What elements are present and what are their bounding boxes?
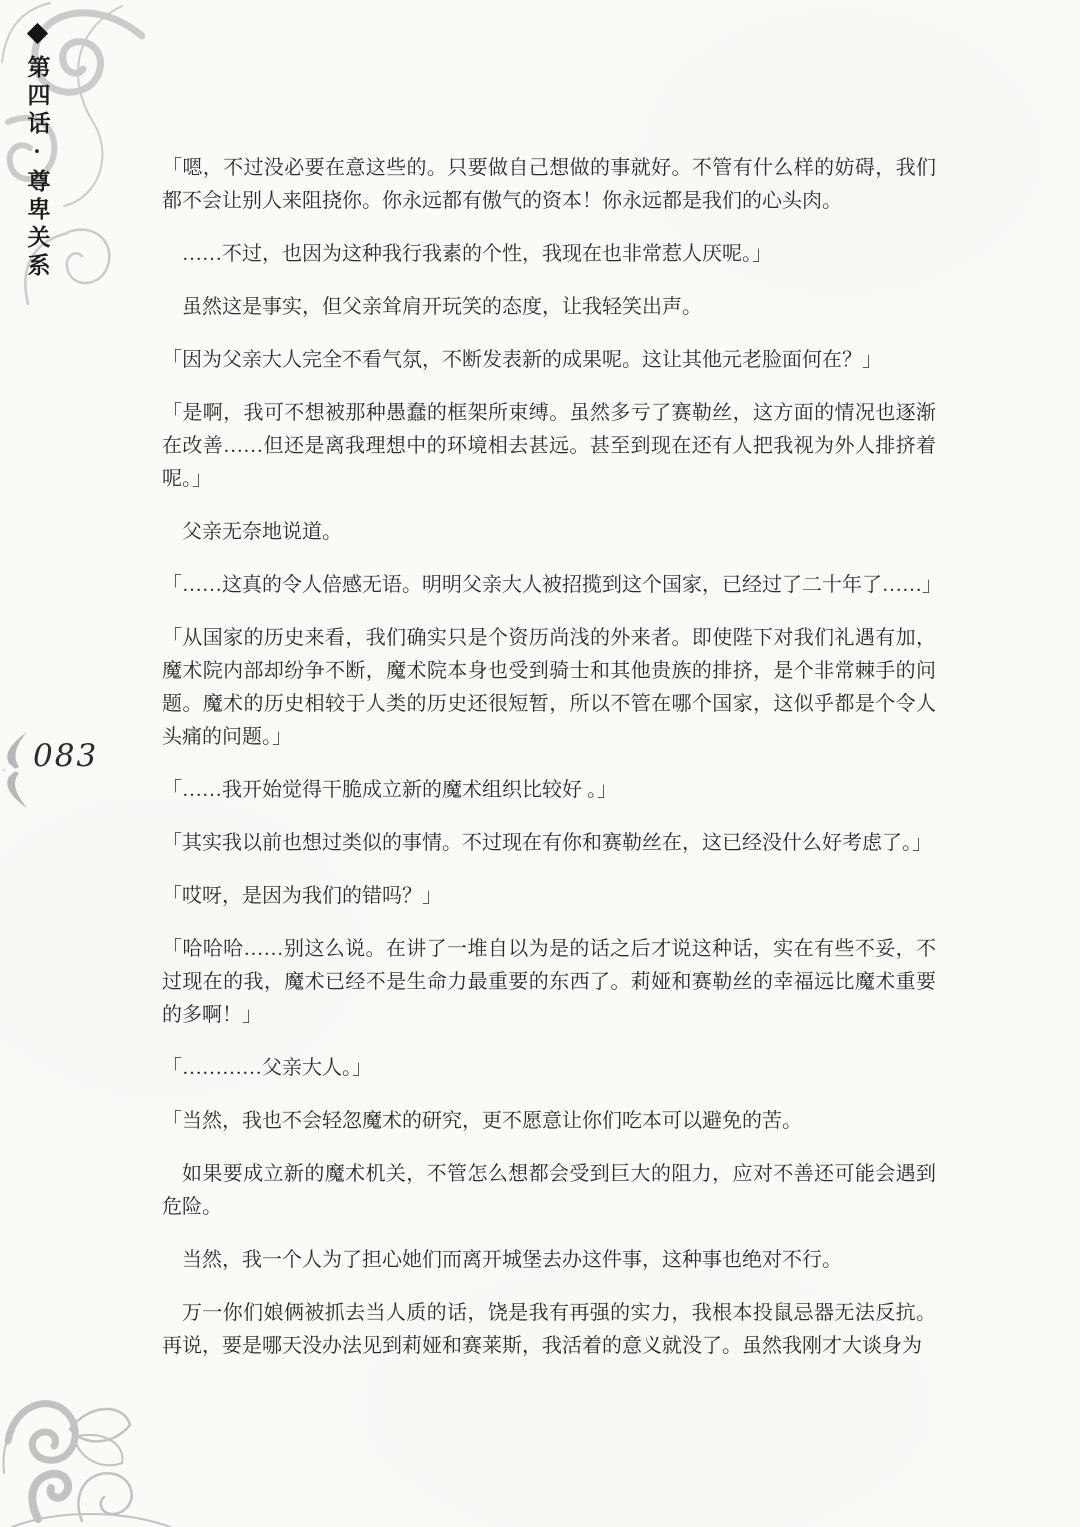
paragraph: 「从国家的历史来看，我们确实只是个资历尚浅的外来者。即使陛下对我们礼遇有加，魔术院内部却纷争不断，魔术院本身也受到骑士和其他贵族的排挤，是个非常棘手的问题。魔术的历史相较于人类的历史还很短暂，所以不管在哪个国家，这似乎都是个令人头痛的问题。」 (162, 627, 936, 748)
paragraph: 「哈哈哈……别这么说。在讲了一堆自以为是的话之后才说这种话，实在有些不妥，不过现在的我，魔术已经不是生命力最重要的东西了。莉娅和赛勒丝的幸福远比魔术重要的多啊！」 (162, 938, 936, 1026)
paragraph: 「…………父亲大人。」 (162, 1057, 372, 1079)
paragraph: 虽然这是事实，但父亲耸肩开玩笑的态度，让我轻笑出声。 (182, 296, 702, 318)
paragraph: 「其实我以前也想过类似的事情。不过现在有你和赛勒丝在，这已经没什么好考虑了。」 (162, 832, 932, 854)
floral-ornament-bottom-left-icon (0, 1387, 240, 1527)
paragraph: 「当然，我也不会轻忽魔术的研究，更不愿意让你们吃本可以避免的苦。 (162, 1110, 802, 1132)
paragraph: ……不过，也因为这种我行我素的个性，我现在也非常惹人厌呢。」 (182, 243, 772, 265)
chapter-title: 第四话·尊卑关系 (24, 55, 50, 281)
paragraph: 当然，我一个人为了担心她们而离开城堡去办这件事，这种事也绝对不行。 (182, 1249, 842, 1271)
paragraph: 「因为父亲大人完全不看气氛，不断发表新的成果呢。这让其他元老脸面何在？」 (162, 349, 882, 371)
paragraph: 万一你们娘俩被抓去当人质的话，饶是我有再强的实力，我根本投鼠忌器无法反抗。再说，要是哪天没办法见到莉娅和赛莱斯，我活着的意义就没了。虽然我刚才大谈身为 (162, 1302, 936, 1357)
paragraph: 如果要成立新的魔术机关，不管怎么想都会受到巨大的阻力，应对不善还可能会遇到危险。 (162, 1163, 936, 1218)
paragraph: 父亲无奈地说道。 (182, 521, 342, 543)
diamond-icon (26, 23, 47, 44)
chapter-heading (14, 26, 60, 281)
paragraph: 「是啊，我可不想被那种愚蠢的框架所束缚。虽然多亏了赛勒丝，这方面的情况也逐渐在改善……但还是离我理想中的环境相去甚远。甚至到现在还有人把我视为外人排挤着呢。」 (162, 402, 936, 490)
page-number: 083 (33, 738, 99, 774)
page-number-ornament-icon (0, 730, 30, 810)
paragraph: 「……我开始觉得干脆成立新的魔术组织比较好 。」 (162, 779, 617, 801)
paragraph: 「哎呀，是因为我们的错吗？」 (162, 885, 442, 907)
paragraph: 「嗯，不过没必要在意这些的。只要做自己想做的事就好。不管有什么样的妨碍，我们都不会让别人来阻挠你。你永远都有傲气的资本！你永远都是我们的心头肉。 (162, 157, 936, 212)
paragraph: 「……这真的令人倍感无语。明明父亲大人被招揽到这个国家，已经过了二十年了……」 (162, 574, 942, 596)
novel-text (162, 152, 942, 1383)
